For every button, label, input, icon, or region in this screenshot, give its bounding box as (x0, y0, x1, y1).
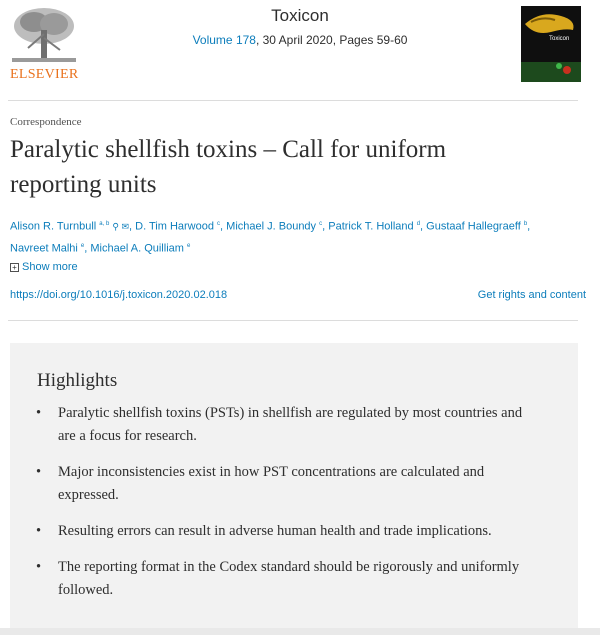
show-more-button[interactable] (10, 261, 78, 273)
issue-details: , 30 April 2020, Pages 59-60 (255, 33, 408, 47)
author-separator: , (129, 220, 136, 233)
author-link[interactable]: D. Tim Harwood (135, 220, 214, 233)
highlight-item (36, 556, 536, 602)
highlights-panel (10, 343, 578, 635)
journal-title[interactable]: Toxicon (271, 6, 329, 25)
bullet-icon: • (36, 559, 42, 575)
show-more-label: Show more (22, 261, 78, 273)
author-affiliation-sup: a, b (99, 221, 110, 227)
highlight-item (36, 402, 536, 448)
bullet-icon: • (36, 405, 42, 421)
author-link[interactable]: Michael J. Boundy (226, 220, 317, 233)
author-separator: , (420, 220, 427, 233)
page-bottom-edge (0, 628, 600, 635)
author-affiliation-sup: d (416, 221, 421, 227)
expand-plus-icon: + (10, 263, 19, 272)
author-separator: , (220, 220, 227, 233)
highlight-item (36, 520, 536, 543)
author-affiliation-sup: e (187, 242, 191, 249)
author-list (10, 215, 570, 258)
author-link[interactable]: Alison R. Turnbull (10, 220, 97, 233)
author-contact-icons[interactable]: ⚲ ✉ (112, 221, 129, 232)
highlight-text: Resulting errors can result in adverse human health and trade implications. (58, 523, 492, 539)
highlight-text: The reporting format in the Codex standard should be rigorously and uniformly followed. (58, 559, 520, 598)
highlights-list (36, 402, 536, 615)
meta-divider (8, 320, 578, 321)
highlights-heading: Highlights (37, 370, 118, 391)
cover-artwork (521, 6, 581, 82)
cover-journal-label: Toxicon (549, 36, 570, 42)
doi-link[interactable]: https://doi.org/10.1016/j.toxicon.2020.02.018 (10, 289, 228, 301)
author-affiliation-sup: b (523, 221, 528, 227)
author-link[interactable]: Michael A. Quilliam (90, 242, 184, 255)
highlight-item (36, 461, 536, 507)
journal-header (0, 0, 600, 100)
author-link[interactable]: Gustaaf Hallegraeff (426, 220, 521, 233)
article-title: Paralytic shellfish toxins – Call for uniform reporting units (10, 136, 447, 198)
header-divider (8, 100, 578, 101)
author-separator: , (527, 220, 531, 233)
bullet-icon: • (36, 523, 42, 539)
journal-issue-info (150, 33, 450, 47)
highlight-text: Major inconsistencies exist in how PST concentrations are calculated and expressed. (58, 464, 485, 503)
rights-link[interactable]: Get rights and content (477, 289, 586, 301)
journal-cover-image[interactable] (521, 6, 581, 82)
highlight-text: Paralytic shellfish toxins (PSTs) in shellfish are regulated by most countries and are a focus for research. (58, 405, 523, 444)
author-affiliation-sup: c (319, 221, 323, 227)
author-affiliation-sup: c (217, 221, 221, 227)
publisher-name: ELSEVIER (10, 67, 79, 82)
author-separator: , (84, 242, 91, 255)
volume-link[interactable]: Volume 178 (192, 33, 256, 47)
bullet-icon: • (36, 464, 42, 480)
author-separator: , (322, 220, 329, 233)
author-link[interactable]: Patrick T. Holland (328, 220, 414, 233)
article-type: Correspondence (10, 116, 82, 128)
author-affiliation-sup: e (80, 242, 85, 249)
author-link[interactable]: Navreet Malhi (10, 242, 78, 255)
